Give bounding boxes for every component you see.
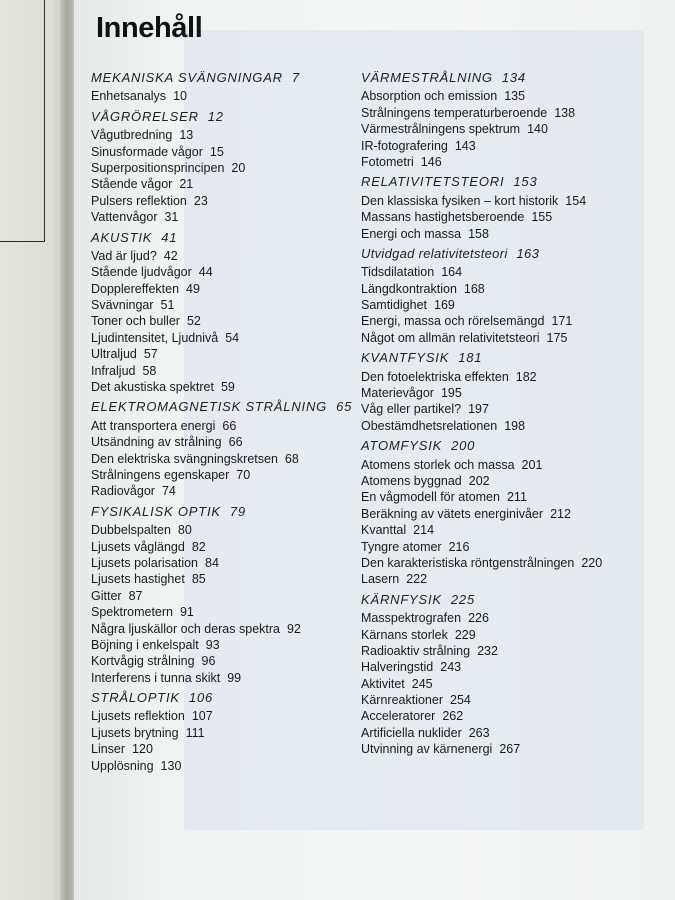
entry-page-number: 58 (142, 363, 157, 378)
entry-title: Dubbelspalten (91, 523, 171, 538)
section-page-number: 181 (458, 350, 483, 366)
entry-title: Enhetsanalys (91, 89, 167, 104)
toc-entry (91, 418, 361, 434)
entry-title: Kärnans storlek (361, 627, 448, 642)
entry-page-number: 120 (132, 742, 153, 757)
entry-title: Utsändning av strålning (91, 435, 222, 450)
section-title: MEKANISKA SVÄNGNINGAR (91, 70, 283, 85)
section-heading (361, 350, 661, 366)
entry-page-number: 84 (205, 555, 219, 570)
entry-title: Längdkontraktion (361, 281, 457, 296)
toc-section (91, 230, 361, 396)
entry-title: Att transportera energi (91, 418, 216, 433)
section-title: ELEKTROMAGNETISK STRÅLNING (91, 399, 328, 415)
toc-entry (91, 637, 361, 653)
entry-page-number: 175 (546, 330, 568, 345)
entry-page-number: 92 (286, 621, 301, 636)
entry-page-number: 164 (441, 265, 463, 280)
entry-title: Vågutbredning (91, 128, 173, 143)
entry-page-number: 182 (515, 369, 537, 384)
entry-title: Kortvågig strålning (91, 654, 195, 669)
toc-entry (91, 281, 361, 297)
section-page-number: 225 (450, 591, 475, 607)
entry-title: Stående vågor (91, 177, 173, 192)
toc-entry (91, 741, 361, 757)
entry-page-number: 80 (177, 523, 192, 538)
entry-page-number: 10 (173, 89, 187, 104)
section-page-number: 79 (229, 503, 246, 519)
entry-title: Upplösning (91, 758, 154, 773)
entry-title: Toner och buller (91, 314, 180, 329)
entry-page-number: 74 (161, 484, 176, 499)
toc-entry (91, 88, 361, 104)
toc-section (91, 399, 361, 499)
entry-title: Radiovågor (91, 484, 155, 499)
toc-entry (361, 676, 661, 692)
toc-entry (91, 483, 361, 499)
toc-entry (361, 627, 661, 643)
toc-entry (91, 588, 361, 604)
toc-entry (91, 571, 361, 587)
entry-title: Spektrometern (91, 605, 173, 620)
toc-entry (91, 451, 361, 467)
entry-title: Halveringstid (361, 660, 434, 675)
entry-page-number: 68 (284, 451, 299, 466)
entry-page-number: 135 (504, 89, 526, 104)
contents-page (74, 0, 675, 900)
entry-title: Den elektriska svängningskretsen (91, 451, 278, 466)
entry-title: Ljusets reflektion (91, 709, 185, 724)
entry-title: Vad är ljud? (91, 248, 157, 263)
entry-page-number: 195 (440, 386, 462, 401)
entry-title: Ljusets polarisation (91, 555, 199, 570)
toc-entry (361, 330, 661, 346)
entry-page-number: 87 (128, 588, 143, 603)
entry-title: Obestämdhetsrelationen (361, 418, 498, 433)
section-heading (91, 230, 361, 246)
toc-entry (361, 725, 661, 741)
toc-entry (91, 539, 361, 555)
section-title: AKUSTIK (91, 229, 153, 245)
entry-title: Masspektrografen (361, 611, 462, 626)
section-title: FYSIKALISK OPTIK (91, 503, 221, 519)
section-heading (361, 174, 661, 190)
entry-page-number: 254 (450, 693, 471, 708)
toc-section (361, 174, 661, 242)
toc-entry (361, 692, 661, 708)
section-title: VÄRMESTRÅLNING (361, 70, 493, 85)
section-page-number: 153 (513, 174, 538, 190)
entry-page-number: 107 (191, 709, 213, 724)
toc-entry (361, 369, 661, 385)
toc-entry (91, 330, 361, 346)
entry-page-number: 23 (193, 193, 208, 208)
entry-title: Samtidighet (361, 298, 428, 313)
entry-page-number: 226 (468, 611, 489, 626)
toc-entry (361, 539, 661, 555)
entry-page-number: 130 (160, 758, 182, 773)
entry-title: Ljusets brytning (91, 725, 179, 740)
section-title: VÅGRÖRELSER (91, 108, 199, 124)
toc-entry (361, 105, 661, 121)
entry-page-number: 96 (201, 654, 216, 669)
toc-entry (91, 467, 361, 483)
entry-title: Vattenvågor (91, 210, 158, 225)
entry-page-number: 158 (468, 226, 489, 241)
toc-section (91, 690, 361, 774)
toc-entry (91, 209, 361, 225)
section-page-number: 200 (451, 438, 476, 454)
toc-entry (361, 489, 661, 505)
entry-title: Pulsers reflektion (91, 193, 187, 208)
entry-page-number: 85 (191, 572, 206, 587)
toc-entry (91, 346, 361, 362)
entry-page-number: 155 (531, 210, 553, 225)
toc-entry (361, 741, 661, 757)
entry-page-number: 91 (179, 605, 194, 620)
entry-title: Ljusets hastighet (91, 572, 185, 587)
entry-title: Svävningar (91, 298, 154, 313)
entry-page-number: 31 (164, 210, 179, 225)
entry-title: Kärnreaktioner (361, 693, 443, 708)
toc-section (361, 592, 661, 758)
toc-entry (91, 297, 361, 313)
entry-title: Strålningens egenskaper (91, 467, 230, 482)
toc-entry (361, 555, 661, 571)
toc-entry (91, 522, 361, 538)
toc-entry (361, 297, 661, 313)
entry-title: Den fotoelektriska effekten (361, 369, 509, 384)
entry-title: Absorption och emission (361, 89, 498, 104)
toc-entry (361, 193, 661, 209)
entry-title: Energi och massa (361, 226, 462, 241)
entry-title: Våg eller partikel? (361, 402, 462, 417)
entry-title: Gitter (91, 588, 122, 603)
toc-entry (361, 506, 661, 522)
entry-page-number: 216 (448, 539, 470, 554)
toc-entry (361, 643, 661, 659)
entry-page-number: 197 (468, 402, 489, 417)
entry-page-number: 13 (179, 128, 194, 143)
entry-title: Stående ljudvågor (91, 265, 192, 280)
section-heading (91, 70, 361, 86)
entry-title: Tidsdilatation (361, 265, 435, 280)
entry-page-number: 49 (186, 281, 200, 296)
toc-entry (361, 385, 661, 401)
entry-page-number: 57 (143, 347, 158, 362)
toc-entry (361, 313, 661, 329)
entry-page-number: 44 (198, 265, 213, 280)
toc-right-column (361, 70, 661, 762)
entry-title: Det akustiska spektret (91, 380, 214, 395)
entry-title: Sinusformade vågor (91, 144, 203, 159)
section-title: STRÅLOPTIK (91, 690, 180, 706)
toc-entry (361, 457, 661, 473)
entry-page-number: 263 (468, 725, 490, 740)
entry-title: Lasern (361, 572, 400, 587)
toc-entry (91, 604, 361, 620)
toc-entry (91, 725, 361, 741)
entry-page-number: 154 (565, 193, 587, 208)
toc-section (361, 350, 661, 434)
section-page-number: 7 (291, 70, 300, 85)
toc-entry (361, 154, 661, 170)
toc-entry (361, 418, 661, 434)
toc-section (91, 109, 361, 226)
entry-page-number: 202 (468, 473, 490, 488)
section-title: RELATIVITETSTEORI (361, 174, 505, 190)
section-page-number: 12 (207, 108, 224, 124)
entry-page-number: 59 (220, 380, 235, 395)
entry-page-number: 21 (179, 177, 194, 192)
entry-page-number: 243 (440, 660, 462, 675)
toc-entry (361, 571, 661, 587)
entry-page-number: 262 (442, 709, 464, 724)
entry-page-number: 52 (186, 314, 201, 329)
entry-page-number: 66 (228, 435, 243, 450)
entry-title: Artificiella nuklider (361, 725, 462, 740)
toc-entry (91, 434, 361, 450)
entry-page-number: 51 (160, 298, 175, 313)
entry-title: Ultraljud (91, 347, 137, 362)
entry-page-number: 211 (506, 490, 527, 505)
toc-entry (91, 193, 361, 209)
toc-entry (91, 160, 361, 176)
entry-page-number: 143 (454, 138, 476, 153)
entry-title: Superpositionsprincipen (91, 160, 225, 175)
toc-entry (91, 248, 361, 264)
entry-title: Atomens storlek och massa (361, 457, 515, 472)
entry-title: Aktivitet (361, 676, 405, 691)
toc-entry (361, 473, 661, 489)
entry-title: Infraljud (91, 363, 136, 378)
entry-page-number: 82 (191, 539, 206, 554)
toc-entry (361, 88, 661, 104)
toc-section (91, 504, 361, 686)
entry-title: Kvanttal (361, 523, 407, 538)
section-title: KÄRNFYSIK (361, 591, 442, 607)
entry-page-number: 42 (163, 248, 178, 263)
section-page-number: 134 (501, 70, 526, 85)
entry-title: Acceleratorer (361, 709, 436, 724)
entry-page-number: 169 (434, 298, 455, 313)
entry-page-number: 20 (231, 160, 246, 175)
entry-page-number: 146 (420, 154, 442, 169)
toc-entry (91, 264, 361, 280)
entry-title: Tyngre atomer (361, 539, 442, 554)
toc-entry (91, 670, 361, 686)
section-page-number: 106 (188, 690, 214, 706)
entry-title: Den klassiska fysiken – kort historik (361, 193, 559, 208)
entry-title: Atomens byggnad (361, 473, 462, 488)
entry-title: IR-fotografering (361, 138, 448, 153)
toc-entry (361, 209, 661, 225)
entry-title: Några ljuskällor och deras spektra (91, 621, 280, 636)
toc-section (361, 246, 661, 346)
toc-entry (91, 555, 361, 571)
section-heading (361, 70, 661, 86)
entry-title: Böjning i enkelspalt (91, 637, 199, 652)
entry-title: En vågmodell för atomen (361, 490, 500, 505)
entry-title: Dopplereffekten (91, 281, 180, 296)
section-title: KVANTFYSIK (361, 350, 450, 366)
section-page-number: 163 (516, 245, 540, 261)
section-title: ATOMFYSIK (361, 438, 443, 454)
toc-entry (91, 313, 361, 329)
entry-title: Utvinning av kärnenergi (361, 742, 493, 757)
entry-title: Energi, massa och rörelsemängd (361, 314, 545, 329)
section-heading (361, 246, 661, 262)
entry-title: Linser (91, 742, 126, 757)
entry-title: Interferens i tunna skikt (91, 670, 221, 685)
toc-entry (361, 659, 661, 675)
section-heading (91, 109, 361, 125)
entry-page-number: 198 (504, 418, 526, 433)
entry-title: Beräkning av vätets energinivåer (361, 506, 544, 521)
entry-page-number: 99 (227, 670, 242, 685)
entry-page-number: 267 (499, 742, 521, 757)
previous-page-frame (0, 0, 45, 242)
entry-page-number: 222 (406, 572, 428, 587)
toc-entry (91, 176, 361, 192)
toc-entry (91, 708, 361, 724)
entry-page-number: 201 (521, 457, 543, 472)
entry-page-number: 245 (411, 676, 433, 691)
previous-page-edge (0, 0, 68, 900)
toc-entry (361, 281, 661, 297)
toc-entry (361, 401, 661, 417)
toc-entry (361, 121, 661, 137)
entry-page-number: 212 (550, 506, 571, 521)
toc-entry (91, 758, 361, 774)
entry-title: Massans hastighetsberoende (361, 210, 525, 225)
entry-title: Materievågor (361, 386, 434, 401)
section-heading (361, 592, 661, 608)
toc-left-column (91, 70, 361, 778)
entry-title: Ljusets våglängd (91, 539, 185, 554)
toc-entry (361, 522, 661, 538)
section-heading (361, 438, 661, 454)
section-page-number: 65 (336, 399, 353, 415)
entry-title: Radioaktiv strålning (361, 643, 471, 658)
entry-page-number: 214 (413, 523, 435, 538)
toc-section (361, 438, 661, 588)
entry-page-number: 70 (236, 467, 251, 482)
toc-entry (361, 138, 661, 154)
toc-entry (361, 610, 661, 626)
toc-entry (91, 144, 361, 160)
entry-title: Fotometri (361, 154, 414, 169)
entry-title: Ljudintensitet, Ljudnivå (91, 330, 219, 345)
toc-entry (361, 226, 661, 242)
entry-page-number: 93 (205, 637, 220, 652)
toc-entry (361, 264, 661, 280)
toc-entry (91, 379, 361, 395)
entry-page-number: 54 (225, 330, 240, 345)
entry-title: Strålningens temperaturberoende (361, 105, 548, 120)
entry-page-number: 232 (477, 643, 498, 658)
entry-page-number: 220 (581, 555, 603, 570)
section-heading (91, 504, 361, 520)
section-title: Utvidgad relativitetsteori (361, 245, 508, 261)
toc-entry (91, 621, 361, 637)
toc-section (91, 70, 361, 105)
toc-entry (361, 708, 661, 724)
entry-page-number: 168 (463, 281, 485, 296)
entry-page-number: 138 (554, 105, 576, 120)
toc-section (361, 70, 661, 170)
entry-title: Något om allmän relativitetsteori (361, 330, 540, 345)
section-heading (91, 690, 361, 706)
entry-title: Den karakteristiska röntgenstrålningen (361, 555, 575, 570)
entry-page-number: 229 (454, 627, 476, 642)
entry-title: Värmestrålningens spektrum (361, 122, 521, 137)
toc-entry (91, 363, 361, 379)
section-heading (91, 399, 361, 415)
entry-page-number: 171 (551, 314, 573, 329)
toc-entry (91, 127, 361, 143)
entry-page-number: 140 (527, 122, 548, 137)
page-title: Innehåll (96, 12, 203, 44)
entry-page-number: 66 (222, 418, 237, 433)
toc-entry (91, 653, 361, 669)
entry-page-number: 15 (209, 144, 224, 159)
entry-page-number: 111 (185, 725, 205, 740)
section-page-number: 41 (161, 229, 178, 245)
